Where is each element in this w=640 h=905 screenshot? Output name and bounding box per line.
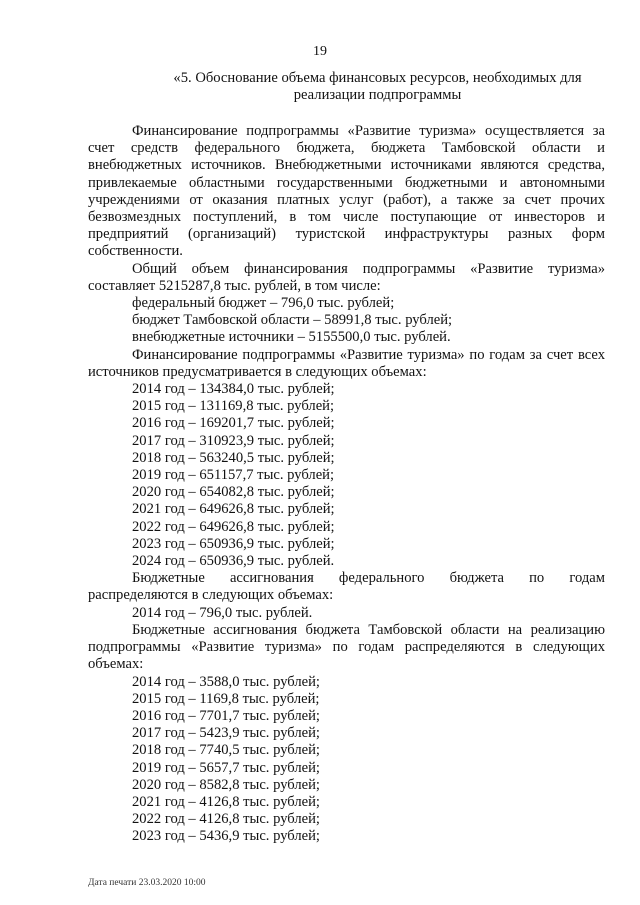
list-item: внебюджетные источники – 5155500,0 тыс. рублей. [132, 329, 451, 346]
list-item: 2017 год – 5423,9 тыс. рублей; [132, 725, 320, 742]
list-item: 2017 год – 310923,9 тыс. рублей; [132, 432, 335, 449]
totals-list [88, 295, 605, 347]
paragraph-by-year-all-sources: Финансирование подпрограммы «Развитие туризма» по годам за счет всех источников предусматривается в следующих объемах: [88, 346, 605, 380]
regional-year-list [88, 674, 605, 846]
list-item: 2016 год – 169201,7 тыс. рублей; [132, 415, 335, 432]
list-item: бюджет Тамбовской области – 58991,8 тыс. рублей; [132, 312, 453, 329]
heading-line-2: реализации подпрограммы [293, 87, 462, 103]
list-item: 2023 год – 5436,9 тыс. рублей; [132, 828, 320, 845]
list-item: 2024 год – 650936,9 тыс. рублей. [132, 553, 335, 570]
list-item: 2016 год – 7701,7 тыс. рублей; [132, 707, 320, 724]
list-item: 2014 год – 134384,0 тыс. рублей; [132, 381, 335, 398]
paragraph-federal-line-2: распределяются в следующих объемах: [88, 587, 334, 604]
paragraph-regional-budget: Бюджетные ассигнования бюджета Тамбовской области на реализацию подпрограммы «Развитие туризма» по годам распределяются в следующих объемах: [88, 621, 605, 673]
paragraph-federal-line-1: Бюджетные ассигнования федерального бюджета по годам [132, 570, 605, 587]
heading-line-1: «5. Обоснование объема финансовых ресурсов, необходимых для [173, 70, 582, 86]
list-item: 2020 год – 8582,8 тыс. рублей; [132, 776, 320, 793]
list-item: 2019 год – 651157,7 тыс. рублей; [132, 467, 335, 484]
list-item: 2021 год – 4126,8 тыс. рублей; [132, 793, 320, 810]
list-item: федеральный бюджет – 796,0 тыс. рублей; [132, 295, 395, 312]
print-date-footer: Дата печати 23.03.2020 10:00 [88, 878, 206, 888]
list-item: 2021 год – 649626,8 тыс. рублей; [132, 501, 335, 518]
list-item: 2022 год – 4126,8 тыс. рублей; [132, 811, 320, 828]
list-item: 2015 год – 131169,8 тыс. рублей; [132, 398, 335, 415]
page-number: 19 [313, 44, 327, 59]
list-item: 2018 год – 563240,5 тыс. рублей; [132, 449, 335, 466]
federal-year-list [88, 605, 605, 622]
list-item: 2022 год – 649626,8 тыс. рублей; [132, 518, 335, 535]
list-item: 2020 год – 654082,8 тыс. рублей; [132, 484, 335, 501]
list-item: 2014 год – 796,0 тыс. рублей. [132, 604, 313, 621]
list-item: 2018 год – 7740,5 тыс. рублей; [132, 742, 320, 759]
paragraph-funding-sources: Финансирование подпрограммы «Развитие туризма» осуществляется за счет средств федерального бюджета, бюджета Тамбовской области и внебюджетных источников. Внебюджетными источниками являются средства, привлекаемые областными государственными бюджетными и автономными учреждениями от оказания платных услуг (работ), а также за счет прочих безвозмездных поступлений, в том числе поступающие от инвесторов и предприятий (организаций) туристской инфраструктуры разных форм собственности. [88, 123, 605, 260]
all-sources-year-list [88, 381, 605, 570]
list-item: 2019 год – 5657,7 тыс. рублей; [132, 759, 320, 776]
list-item: 2014 год – 3588,0 тыс. рублей; [132, 673, 320, 690]
paragraph-total-volume: Общий объем финансирования подпрограммы «Развитие туризма» составляет 5215287,8 тыс. рублей, в том числе: [88, 260, 605, 294]
document-body [88, 123, 605, 846]
list-item: 2023 год – 650936,9 тыс. рублей; [132, 535, 335, 552]
list-item: 2015 год – 1169,8 тыс. рублей; [132, 690, 320, 707]
section-heading [150, 70, 605, 104]
